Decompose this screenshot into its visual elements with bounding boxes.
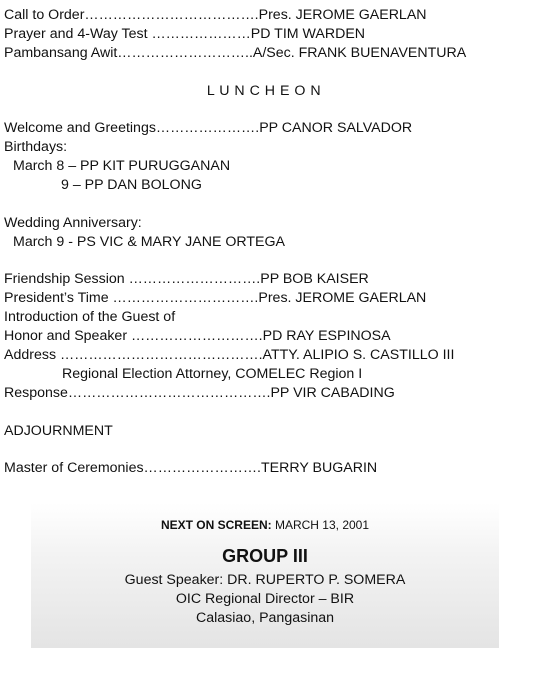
program-line: Birthdays: [4, 139, 68, 156]
spacer [4, 100, 536, 119]
program-line: L U N C H E O N [206, 82, 322, 99]
next-on-screen-label: NEXT ON SCREEN: [160, 518, 272, 532]
speaker-position: OIC Regional Director – BIR [175, 591, 355, 607]
spacer [4, 195, 536, 214]
program-line: Pambansang Awit………………………..A/Sec. FRANK BUENAVENTURA [4, 44, 467, 61]
spacer [4, 403, 536, 422]
program-line: Call to Order……………………………….Pres. JEROME GAERLAN [4, 7, 427, 23]
spacer [4, 63, 536, 82]
speaker-location: Calasiao, Pangasinan [195, 610, 335, 626]
next-on-screen-line [31, 517, 499, 533]
program-line: Honor and Speaker ……………………….PD RAY ESPINOSA [4, 328, 391, 345]
program-line: Welcome and Greetings………………….PP CANOR SALVADOR [4, 120, 413, 137]
program-line: President’s Time ………………………….Pres. JEROME GAERLAN [4, 290, 427, 307]
program-line: Prayer and 4-Way Test …………………PD TIM WARDEN [4, 25, 366, 42]
spacer [4, 440, 536, 459]
program-list [4, 6, 536, 478]
guest-speaker: Guest Speaker: DR. RUPERTO P. SOMERA [124, 572, 406, 588]
program-line: March 9 - PS VIC & MARY JANE ORTEGA [13, 233, 286, 250]
program-line: Response…………………………………….PP VIR CABADING [4, 384, 395, 401]
group-title: GROUP III [222, 546, 308, 566]
program-line: Master of Ceremonies…………………….TERRY BUGARIN [4, 460, 378, 477]
program-line: ADJOURNMENT [4, 422, 113, 439]
program-line: Regional Election Attorney, COMELEC Region I [62, 365, 363, 382]
program-line: Introduction of the Guest of [4, 309, 176, 326]
program-line: Friendship Session ……………………….PP BOB KAISER [4, 271, 369, 288]
spacer [4, 252, 536, 271]
next-meeting-date: MARCH 13, 2001 [271, 518, 370, 532]
program-line: 9 – PP DAN BOLONG [61, 177, 202, 194]
program-line: March 8 – PP KIT PURUGGANAN [13, 158, 231, 175]
program-line: Wedding Anniversary: [4, 214, 142, 231]
program-line: Address …………………………………….ATTY. ALIPIO S. CASTILLO III [4, 347, 455, 364]
next-on-screen-box [31, 503, 499, 648]
